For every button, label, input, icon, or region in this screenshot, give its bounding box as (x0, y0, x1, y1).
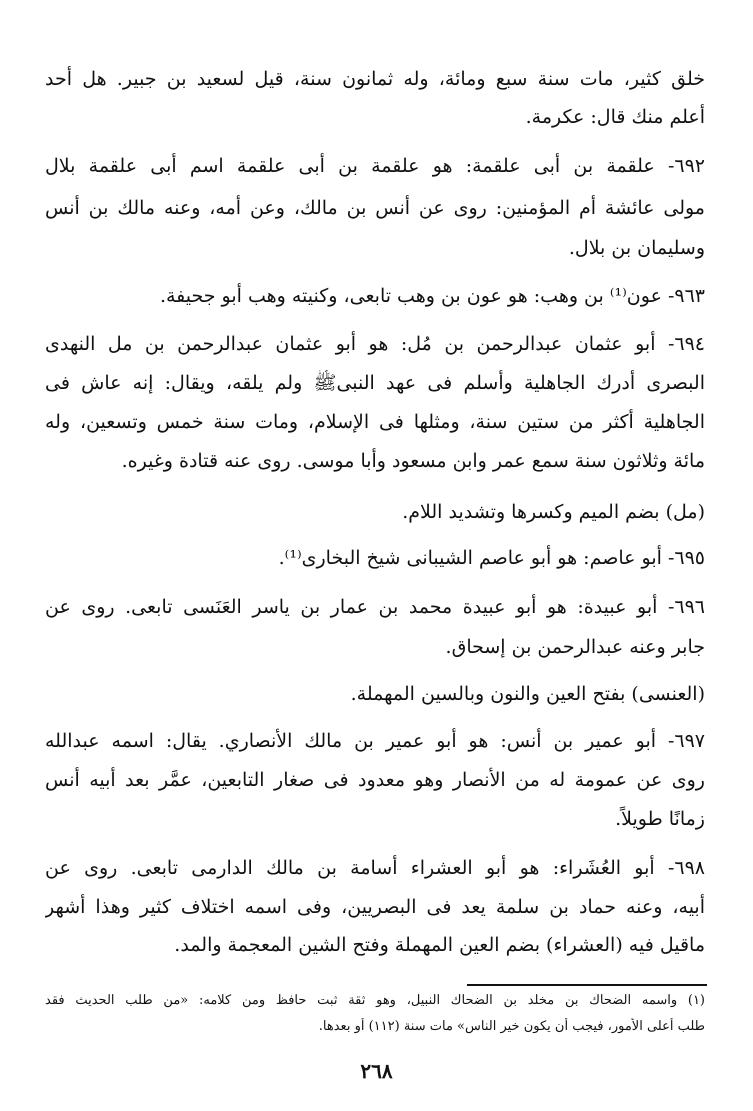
note-line: (مل) بضم الميم وكسرها وتشديد اللام. (402, 501, 705, 523)
page-number: ٢٦٨ (360, 1059, 393, 1083)
footnote-divider (467, 984, 707, 986)
entry-696-line: جابر وعنه عبدالرحمن بن إسحاق. (445, 636, 705, 658)
entry-695-line: ٦٩٥- أبو عاصم: هو أبو عاصم الشيبانى شيخ البخارى⁽¹⁾. (278, 547, 705, 569)
text-line: خلق كثير، مات سنة سبع ومائة، وله ثمانون سنة، قيل لسعيد بن جبير. هل أحد (45, 68, 705, 90)
entry-698-line: أبيه، وعنه حماد بن سلمة يعد فى البصريين، وفى اسمه اختلاف كثير وهذا أشهر (45, 896, 705, 918)
entry-692-line: مولى عائشة أم المؤمنين: روى عن أنس بن مالك، وعن أمه، وعنه مالك بن أنس (45, 197, 705, 219)
note-line: (العنسى) بفتح العين والنون وبالسين المهملة. (350, 683, 705, 705)
entry-698-line: ٦٩٨- أبو العُشَراء: هو أبو العشراء أسامة بن مالك الدارمى تابعى. روى عن (45, 857, 705, 879)
entry-698-line: ماقيل فيه (العشراء) بضم العين المهملة وفتح الشين المعجمة والمد. (174, 934, 705, 956)
entry-694-line: البصرى أدرك الجاهلية وأسلم فى عهد النبىﷺ ولم يلقه، ويقال: إنه عاش فى (45, 372, 705, 394)
entry-697-line: زمانًا طويلاً. (615, 808, 705, 830)
entry-697-line: روى عن عمومة له من الأنصار وهو معدود فى صغار التابعين، عمَّر بعد أبيه أنس (45, 769, 705, 791)
entry-697-line: ٦٩٧- أبو عمير بن أنس: هو أبو عمير بن مالك الأنصاري. يقال: اسمه عبدالله (45, 730, 705, 752)
entry-692-line: وسليمان بن بلال. (568, 237, 705, 259)
footnote-line: (١) واسمه الضحاك بن مخلد بن الضحاك النبيل، وهو ثقة ثبت حافظ ومن كلامه: «من طلب الحديث فقد (45, 993, 705, 1008)
entry-696-line: ٦٩٦- أبو عبيدة: هو أبو عبيدة محمد بن عمار بن ياسر العَنَسى تابعى. روى عن (45, 596, 705, 618)
entry-694-line: مائة وثلاثون سنة سمع عمر وابن مسعود وأبا موسى. روى عنه قتادة وغيره. (121, 450, 705, 472)
footnote-line: طلب أعلى الأمور، فيجب أن يكون خير الناس» مات سنة (١١٢) أو بعدها. (318, 1019, 705, 1034)
entry-694-line: الجاهلية أكثر من ستين سنة، ومثلها فى الإسلام، ومات سنة خمس وتسعين، وله (45, 411, 705, 433)
entry-694-line: ٦٩٤- أبو عثمان عبدالرحمن بن مُل: هو أبو عثمان عبدالرحمن بن مل النهدى (45, 333, 705, 355)
entry-963-line: ٩٦٣- عون⁽¹⁾ بن وهب: هو عون بن وهب تابعى، وكنيته وهب أبو جحيفة. (159, 285, 705, 307)
entry-692-line: ٦٩٢- علقمة بن أبى علقمة: هو علقمة بن أبى علقمة اسم أبى علقمة بلال (45, 155, 705, 177)
text-line: أعلم منك قال: عكرمة. (525, 106, 705, 128)
